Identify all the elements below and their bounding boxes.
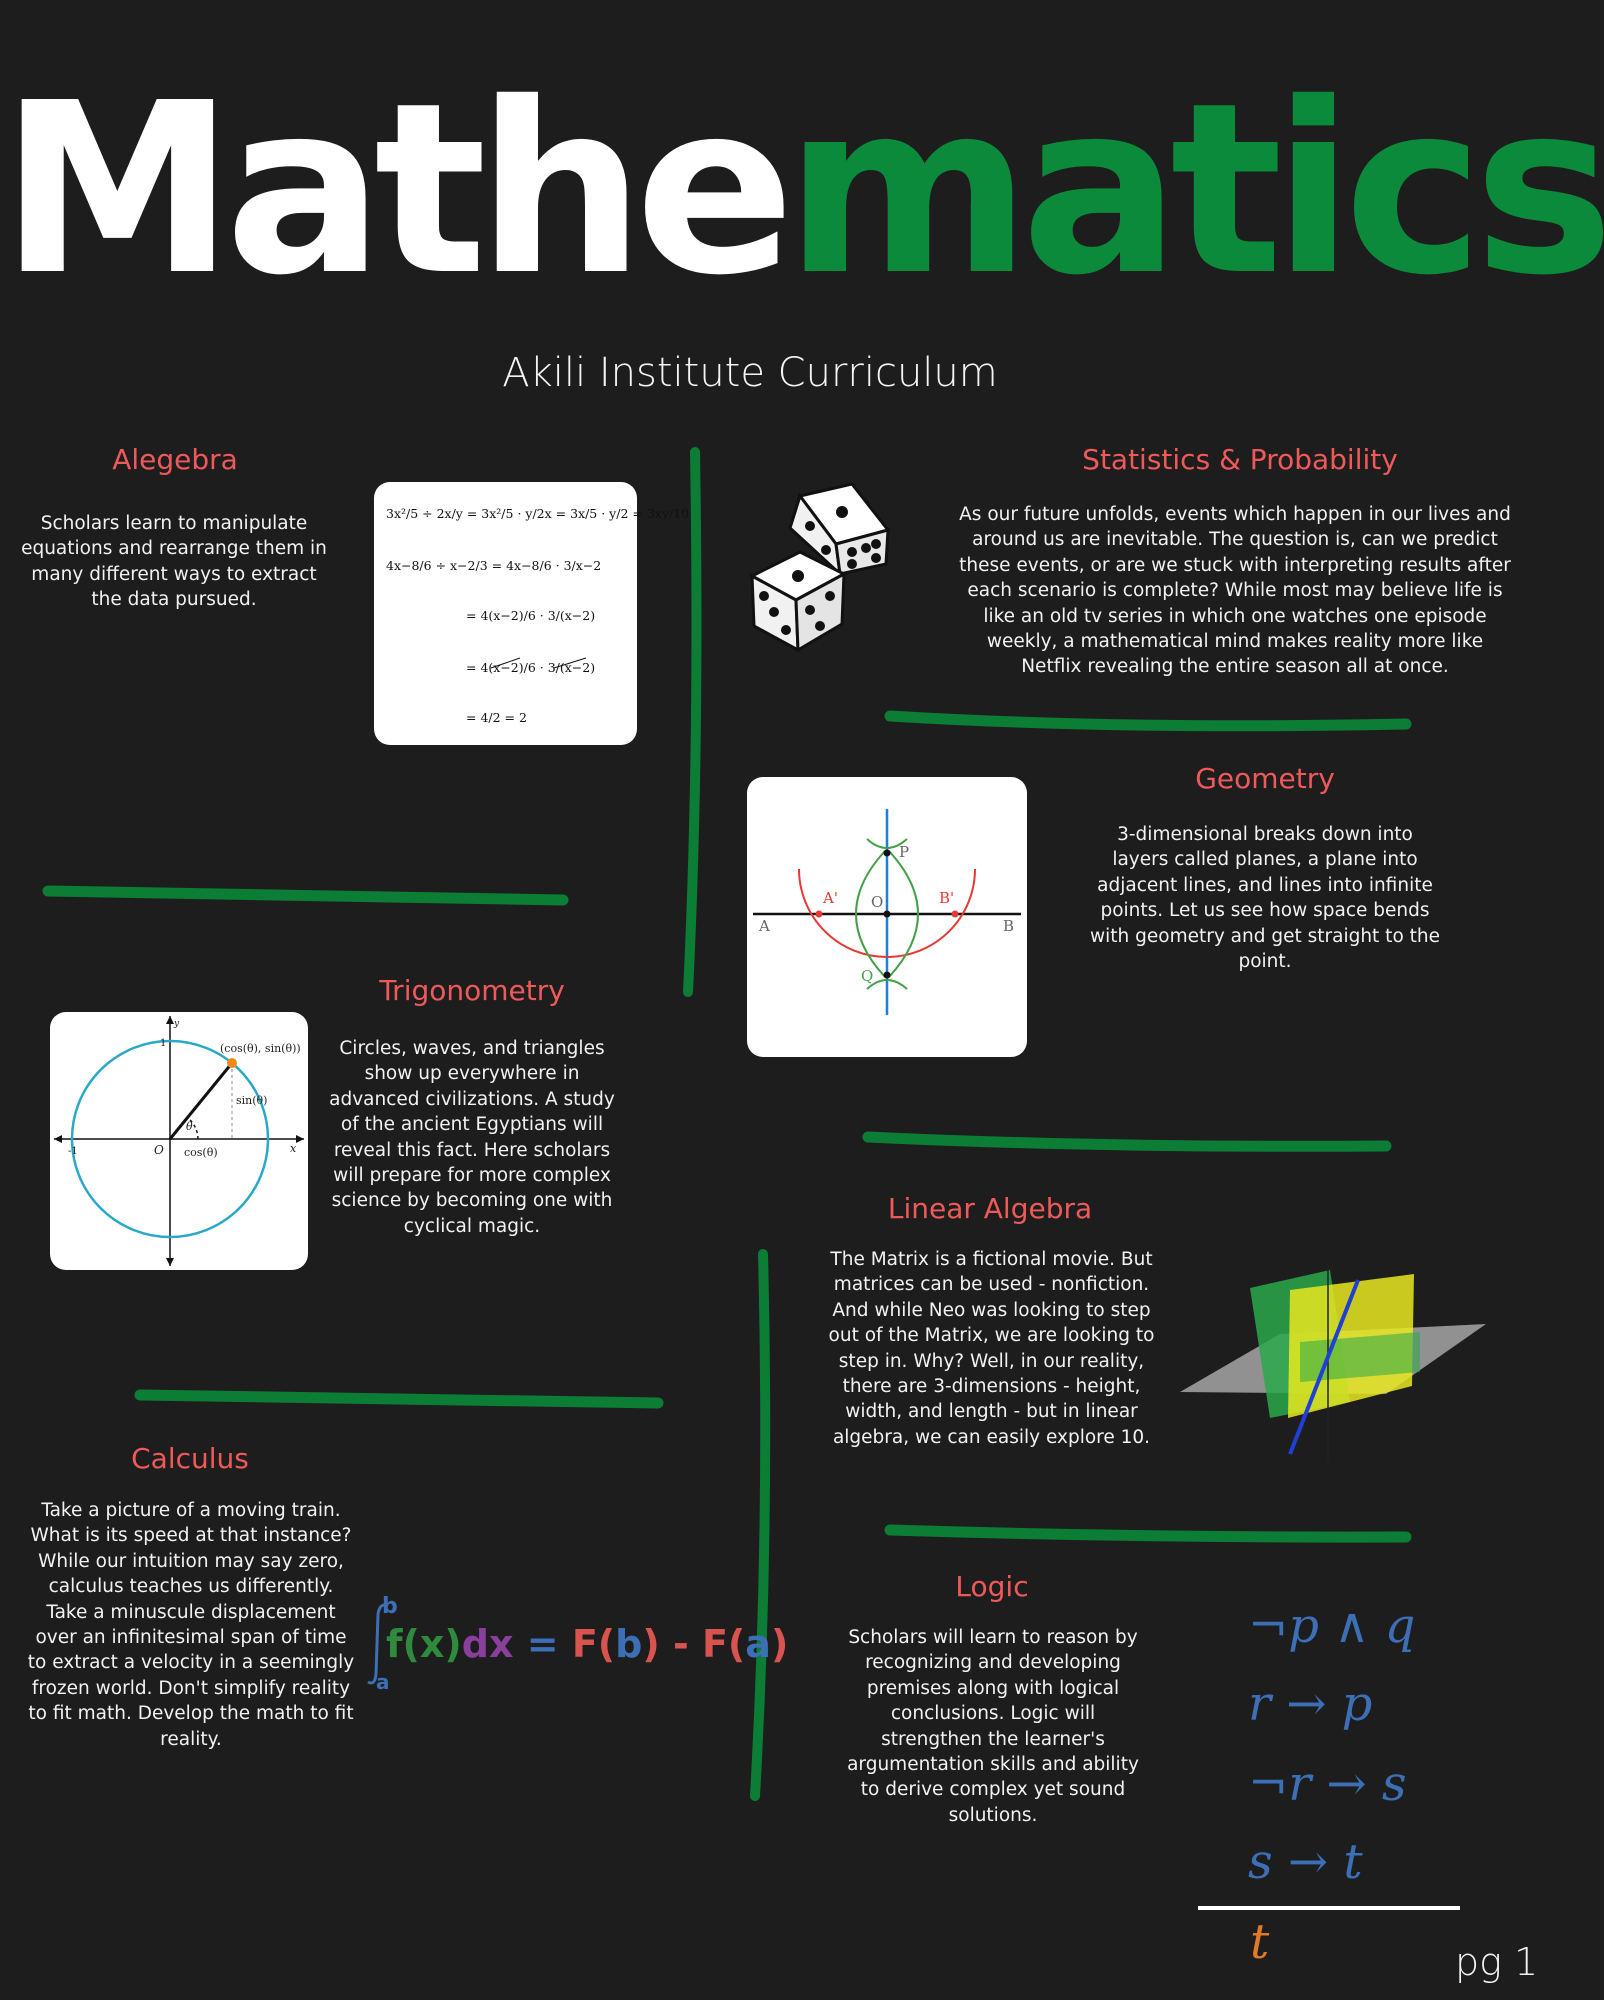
title-part-green: matics xyxy=(785,52,1604,327)
trig-point-label: (cos(θ), sin(θ)) xyxy=(220,1042,301,1055)
integral-fa-a: a xyxy=(745,1622,771,1666)
logic-conclusion-rule xyxy=(1198,1906,1460,1910)
integral-fa-close: ) xyxy=(770,1622,789,1666)
algebra-line-4: = 4(x−2)/6 · 3/(x−2) xyxy=(466,660,596,675)
trig-one-label: 1 xyxy=(160,1038,167,1049)
trig-origin-label: O xyxy=(154,1143,164,1157)
title-part-white: Mathe xyxy=(0,52,785,327)
logic-text: Scholars will learn to reason by recognizing and developing premises along with logical conclusions. Logic will strengthen the learner's argumentation skills and ability to derive complex yet sound solutions. xyxy=(847,1627,1139,1826)
divider-horizontal-3 xyxy=(868,1137,1386,1146)
die-front xyxy=(752,552,844,650)
trig-minus-one-label: -1 xyxy=(68,1146,78,1157)
unit-circle-diagram xyxy=(50,1012,308,1270)
integral-expression xyxy=(386,1622,788,1666)
point-marker xyxy=(227,1058,237,1068)
linear-algebra-heading: Linear Algebra xyxy=(887,1192,1093,1225)
geo-label-b: B xyxy=(1003,917,1015,935)
algebra-line-5: = 4/2 = 2 xyxy=(466,710,527,725)
algebra-figure xyxy=(374,482,690,745)
geometry-figure xyxy=(747,777,1027,1057)
integral-fb-open: F( xyxy=(571,1622,616,1666)
logic-premise-2: r → p xyxy=(1248,1676,1373,1732)
algebra-line-1: 3x²/5 ÷ 2x/y = 3x²/5 · y/2x = 3x/5 · y/2 = 3xy/10 xyxy=(386,506,690,521)
divider-horizontal-1 xyxy=(890,716,1406,726)
statistics-heading: Statistics & Probability xyxy=(1082,443,1398,476)
geometry-text: 3-dimensional breaks down into layers called planes, a plane into adjacent lines, and lines into infinite points. Let us see how space bends with geometry and get straight to the point. xyxy=(1090,824,1441,973)
integral-fx: f(x) xyxy=(386,1622,462,1666)
integral-fb-close: ) xyxy=(642,1622,660,1666)
geo-label-o: O xyxy=(871,893,884,911)
page-subtitle: Akili Institute Curriculum xyxy=(502,350,998,396)
radius-line xyxy=(170,1063,232,1139)
integral-fa-open: F( xyxy=(701,1622,746,1666)
algebra-line-3: = 4(x−2)/6 · 3/(x−2) xyxy=(466,608,596,623)
integral-minus: - xyxy=(659,1622,702,1666)
algebra-text: Scholars learn to manipulate equations and rearrange them in many different ways to extract the data pursued. xyxy=(21,513,327,611)
integral-equals: = xyxy=(513,1622,572,1666)
trigonometry-figure xyxy=(50,1012,308,1270)
geometry-heading: Geometry xyxy=(1195,762,1335,795)
integral-lower-limit: a xyxy=(376,1670,390,1694)
trigonometry-text: Circles, waves, and triangles show up everywhere in advanced civilizations. A study of the ancient Egyptians will reveal this fact. Here scholars will prepare for more complex science by becoming one with cyclical magic. xyxy=(329,1038,615,1237)
divider-horizontal-5 xyxy=(890,1530,1406,1537)
calculus-heading: Calculus xyxy=(131,1442,249,1475)
trig-y-axis-label: y xyxy=(174,1019,180,1029)
geo-label-a: A xyxy=(759,917,770,935)
geo-label-a-prime: A' xyxy=(823,889,838,907)
divider-horizontal-4 xyxy=(140,1395,658,1403)
logic-conclusion: t xyxy=(1250,1914,1270,1970)
divider-vertical-top xyxy=(688,452,696,992)
geo-label-b-prime: B' xyxy=(939,889,955,907)
page-number: pg 1 xyxy=(1455,1940,1539,1984)
dice-icon xyxy=(740,478,900,658)
perpendicular-bisector-diagram xyxy=(747,777,1027,1057)
trig-x-axis-label: x xyxy=(290,1142,297,1155)
integral-dx: dx xyxy=(461,1622,514,1666)
planes-3d-figure xyxy=(1180,1262,1490,1472)
statistics-text: As our future unfolds, events which happen in our lives and around us are inevitable. The question is, can we predict these events, or are we stuck with interpreting results after each scenario is complete? While most may believe life is like an old tv series in which one watches one episode weekly, a mathematical mind makes reality more like Netflix revealing the entire season all at once. xyxy=(959,504,1511,678)
integral-formula xyxy=(366,1594,789,1694)
divider-horizontal-2 xyxy=(48,891,563,900)
calculus-text: Take a picture of a moving train. What is its speed at that instance? While our intuition may say zero, calculus teaches us differently. Take a minuscule displacement over an infinitesimal span of time to extract a velocity in a seemingly frozen world. Don't simplify reality to fit math. Develop the math to fit reality. xyxy=(27,1500,355,1750)
algebra-heading: Alegebra xyxy=(112,443,238,476)
algebra-line-2: 4x−8/6 ÷ x−2/3 = 4x−8/6 · 3/x−2 xyxy=(386,558,602,573)
logic-premise-3: ¬r → s xyxy=(1248,1756,1407,1812)
integral-fb-b: b xyxy=(615,1622,643,1666)
trigonometry-heading: Trigonometry xyxy=(379,974,565,1007)
integral-upper-limit: b xyxy=(382,1594,398,1619)
logic-premise-1: ¬p ∧ q xyxy=(1248,1598,1416,1654)
geo-label-q: Q xyxy=(861,967,874,985)
trig-sin-label: sin(θ) xyxy=(236,1094,268,1107)
trig-theta-label: θ xyxy=(186,1120,193,1133)
logic-premise-4: s → t xyxy=(1248,1834,1363,1890)
algebra-equation-image xyxy=(374,482,690,745)
divider-vertical-bottom xyxy=(755,1254,765,1796)
logic-heading: Logic xyxy=(955,1570,1029,1603)
geo-label-p: P xyxy=(899,843,910,861)
trig-cos-label: cos(θ) xyxy=(184,1146,218,1159)
linear-algebra-text: The Matrix is a fictional movie. But matrices can be used - nonfiction. And while Neo was looking to step out of the Matrix, we are looking to step in. Why? Well, in our reality, there are 3-dimensions - height, width, and length - but in linear algebra, we can easily explore 10. xyxy=(828,1249,1155,1448)
